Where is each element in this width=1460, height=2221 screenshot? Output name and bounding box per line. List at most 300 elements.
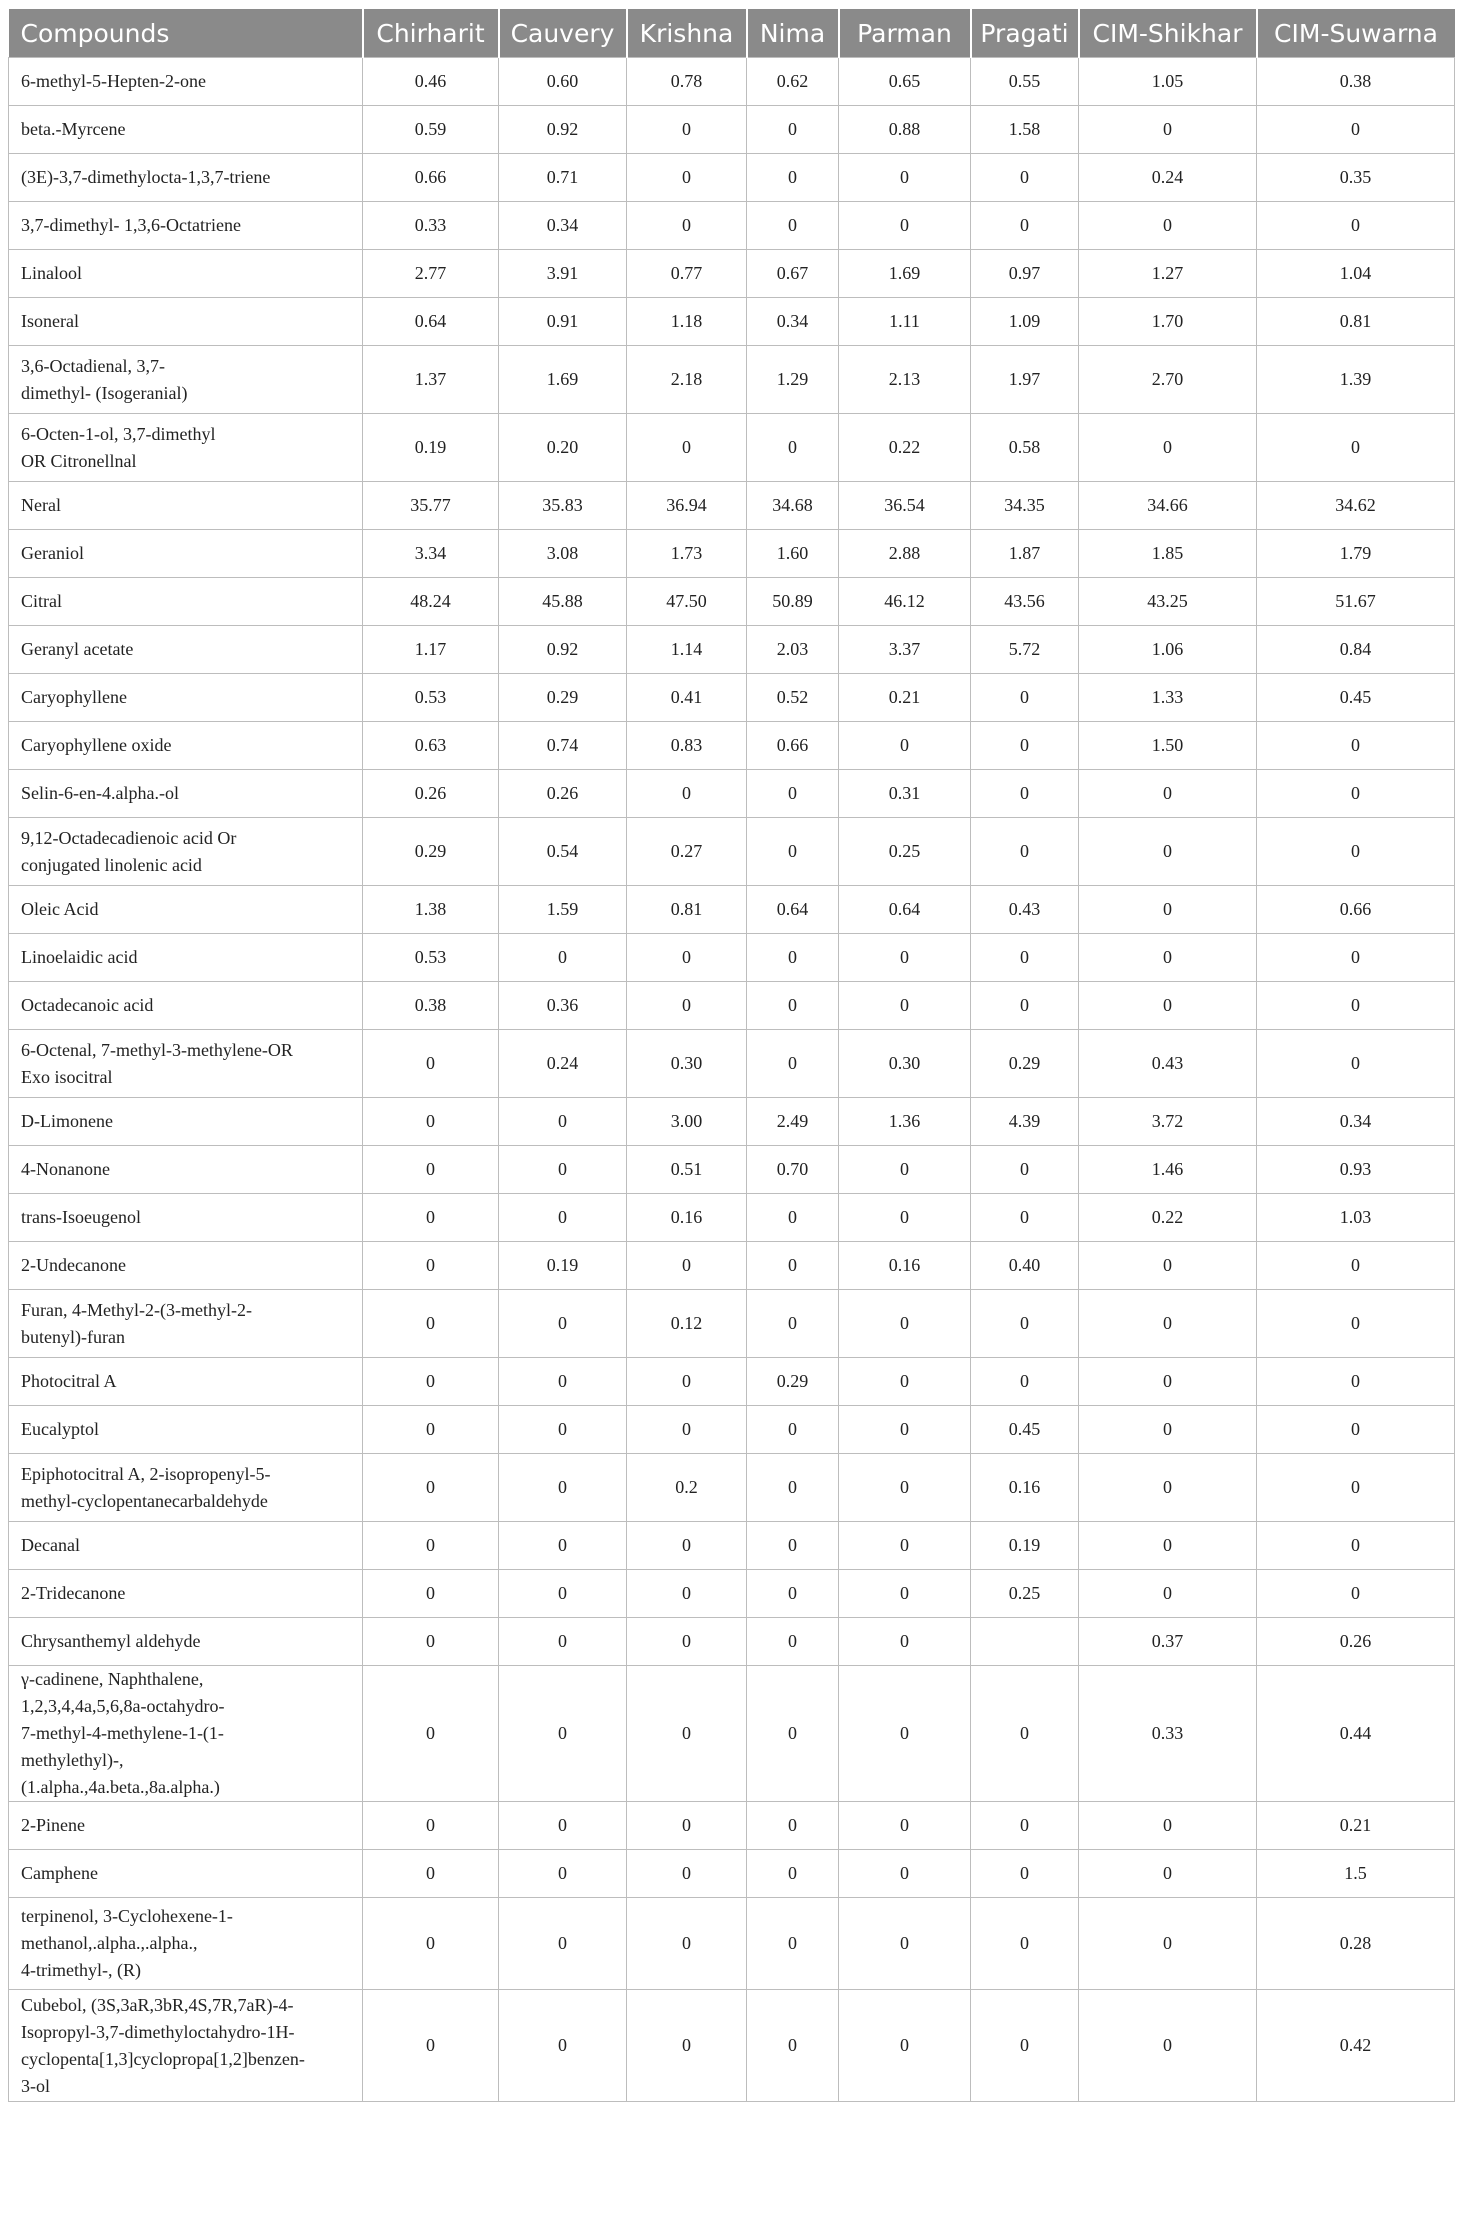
- value-cell: 0: [363, 1098, 499, 1146]
- value-cell: 0: [627, 982, 747, 1030]
- value-cell: 0.66: [363, 154, 499, 202]
- value-cell: 0: [1257, 982, 1455, 1030]
- compound-name-cell: 2-Undecanone: [9, 1242, 363, 1290]
- value-cell: 1.11: [839, 298, 971, 346]
- value-cell: 0: [363, 1522, 499, 1570]
- value-cell: 0.46: [363, 58, 499, 106]
- value-cell: 0: [1257, 1242, 1455, 1290]
- compound-name-cell: Selin-6-en-4.alpha.-ol: [9, 770, 363, 818]
- table-row: [9, 1666, 1455, 1802]
- value-cell: 0: [1079, 1990, 1257, 2102]
- value-cell: 0: [499, 1570, 627, 1618]
- value-cell: 0.29: [747, 1358, 839, 1406]
- value-cell: 0: [627, 202, 747, 250]
- value-cell: 2.88: [839, 530, 971, 578]
- value-cell: 0.33: [1079, 1666, 1257, 1802]
- value-cell: 0.21: [839, 674, 971, 722]
- value-cell: 0.81: [1257, 298, 1455, 346]
- value-cell: 0.66: [747, 722, 839, 770]
- compound-name-cell: Chrysanthemyl aldehyde: [9, 1618, 363, 1666]
- value-cell: 35.77: [363, 482, 499, 530]
- value-cell: 0.59: [363, 106, 499, 154]
- table-row: [9, 626, 1455, 674]
- value-cell: 0.28: [1257, 1898, 1455, 1990]
- value-cell: 0.84: [1257, 626, 1455, 674]
- compound-name-cell: Isoneral: [9, 298, 363, 346]
- compound-name-cell: Caryophyllene: [9, 674, 363, 722]
- value-cell: 0: [1079, 1358, 1257, 1406]
- column-header-variety: Parman: [839, 9, 971, 58]
- value-cell: 0: [499, 934, 627, 982]
- value-cell: 0.63: [363, 722, 499, 770]
- table-row: [9, 886, 1455, 934]
- value-cell: 0: [1257, 1454, 1455, 1522]
- value-cell: 0: [1257, 1570, 1455, 1618]
- value-cell: 0.29: [971, 1030, 1079, 1098]
- value-cell: 0.41: [627, 674, 747, 722]
- table-row: [9, 1850, 1455, 1898]
- value-cell: 0.19: [971, 1522, 1079, 1570]
- value-cell: 0.24: [1079, 154, 1257, 202]
- value-cell: 0.81: [627, 886, 747, 934]
- value-cell: 0: [499, 1990, 627, 2102]
- value-cell: 2.18: [627, 346, 747, 414]
- value-cell: 0: [627, 770, 747, 818]
- value-cell: 0: [839, 1850, 971, 1898]
- compound-name-cell: 6-Octen-1-ol, 3,7-dimethyl OR Citronellnal: [9, 414, 363, 482]
- table-row: [9, 58, 1455, 106]
- value-cell: 5.72: [971, 626, 1079, 674]
- value-cell: 0.43: [1079, 1030, 1257, 1098]
- value-cell: 0.34: [1257, 1098, 1455, 1146]
- value-cell: 0.21: [1257, 1802, 1455, 1850]
- value-cell: 0: [1079, 1522, 1257, 1570]
- value-cell: 0: [747, 1850, 839, 1898]
- value-cell: 0: [1079, 1570, 1257, 1618]
- value-cell: 0: [627, 1666, 747, 1802]
- value-cell: 0: [499, 1666, 627, 1802]
- value-cell: 0: [627, 1570, 747, 1618]
- value-cell: 0: [499, 1290, 627, 1358]
- value-cell: 0: [1079, 1850, 1257, 1898]
- value-cell: 0: [971, 202, 1079, 250]
- value-cell: 36.54: [839, 482, 971, 530]
- table-row: [9, 346, 1455, 414]
- compound-name-cell: D-Limonene: [9, 1098, 363, 1146]
- value-cell: 0: [1079, 1290, 1257, 1358]
- value-cell: 0: [499, 1850, 627, 1898]
- value-cell: 1.69: [499, 346, 627, 414]
- value-cell: 1.18: [627, 298, 747, 346]
- value-cell: 0: [971, 154, 1079, 202]
- compound-name-cell: Camphene: [9, 1850, 363, 1898]
- compound-name-cell: Decanal: [9, 1522, 363, 1570]
- value-cell: 1.29: [747, 346, 839, 414]
- value-cell: 0: [1257, 1358, 1455, 1406]
- value-cell: 0: [1079, 1242, 1257, 1290]
- value-cell: 1.03: [1257, 1194, 1455, 1242]
- value-cell: 46.12: [839, 578, 971, 626]
- value-cell: 0: [747, 818, 839, 886]
- value-cell: 0: [1079, 770, 1257, 818]
- value-cell: 34.66: [1079, 482, 1257, 530]
- value-cell: 0: [1079, 1454, 1257, 1522]
- value-cell: 47.50: [627, 578, 747, 626]
- value-cell: 0: [1257, 414, 1455, 482]
- value-cell: 1.70: [1079, 298, 1257, 346]
- value-cell: 0: [1079, 1802, 1257, 1850]
- value-cell: 0: [363, 1290, 499, 1358]
- value-cell: 0: [839, 1666, 971, 1802]
- compound-name-cell: Neral: [9, 482, 363, 530]
- compound-name-cell: trans-Isoeugenol: [9, 1194, 363, 1242]
- value-cell: 0: [747, 1194, 839, 1242]
- value-cell: 0: [1079, 1898, 1257, 1990]
- value-cell: 0: [839, 1358, 971, 1406]
- value-cell: 0: [747, 154, 839, 202]
- value-cell: 0: [627, 1522, 747, 1570]
- value-cell: 1.87: [971, 530, 1079, 578]
- value-cell: 43.25: [1079, 578, 1257, 626]
- table-row: [9, 1802, 1455, 1850]
- table-row: [9, 1570, 1455, 1618]
- table-row: [9, 818, 1455, 886]
- value-cell: 0.20: [499, 414, 627, 482]
- value-cell: 3.91: [499, 250, 627, 298]
- value-cell: 0: [627, 1358, 747, 1406]
- value-cell: 0: [839, 1406, 971, 1454]
- value-cell: 3.34: [363, 530, 499, 578]
- table-row: [9, 414, 1455, 482]
- value-cell: 43.56: [971, 578, 1079, 626]
- value-cell: 0.83: [627, 722, 747, 770]
- value-cell: 0: [627, 1802, 747, 1850]
- value-cell: 0: [747, 1990, 839, 2102]
- compound-name-cell: 9,12-Octadecadienoic acid Or conjugated linolenic acid: [9, 818, 363, 886]
- value-cell: 0: [971, 1290, 1079, 1358]
- value-cell: 0: [747, 770, 839, 818]
- value-cell: [971, 1618, 1079, 1666]
- value-cell: 0: [971, 1990, 1079, 2102]
- value-cell: 1.69: [839, 250, 971, 298]
- value-cell: 0: [747, 202, 839, 250]
- table-row: [9, 1454, 1455, 1522]
- compound-name-cell: beta.-Myrcene: [9, 106, 363, 154]
- value-cell: 0: [627, 1990, 747, 2102]
- value-cell: 0.25: [971, 1570, 1079, 1618]
- value-cell: 0.38: [363, 982, 499, 1030]
- compound-name-cell: 3,6-Octadienal, 3,7- dimethyl- (Isogeranial): [9, 346, 363, 414]
- value-cell: 1.46: [1079, 1146, 1257, 1194]
- value-cell: 0.97: [971, 250, 1079, 298]
- value-cell: 0: [499, 1522, 627, 1570]
- value-cell: 0: [499, 1898, 627, 1990]
- value-cell: 0: [499, 1802, 627, 1850]
- compound-name-cell: Eucalyptol: [9, 1406, 363, 1454]
- value-cell: 0: [499, 1098, 627, 1146]
- column-header-variety: Pragati: [971, 9, 1079, 58]
- value-cell: 0: [627, 414, 747, 482]
- value-cell: 0: [839, 1194, 971, 1242]
- value-cell: 0: [747, 1290, 839, 1358]
- table-row: [9, 202, 1455, 250]
- column-header-variety: Nima: [747, 9, 839, 58]
- value-cell: 0: [363, 1030, 499, 1098]
- value-cell: 0: [839, 154, 971, 202]
- value-cell: 0: [1257, 1406, 1455, 1454]
- value-cell: 0: [1257, 934, 1455, 982]
- value-cell: 0.19: [499, 1242, 627, 1290]
- value-cell: 0: [839, 982, 971, 1030]
- value-cell: 0: [747, 934, 839, 982]
- value-cell: 48.24: [363, 578, 499, 626]
- value-cell: 1.14: [627, 626, 747, 674]
- value-cell: 0.38: [1257, 58, 1455, 106]
- value-cell: 0.51: [627, 1146, 747, 1194]
- value-cell: 0.62: [747, 58, 839, 106]
- value-cell: 0: [747, 1570, 839, 1618]
- value-cell: 0: [971, 674, 1079, 722]
- value-cell: 0: [971, 770, 1079, 818]
- value-cell: 0.33: [363, 202, 499, 250]
- value-cell: 0.58: [971, 414, 1079, 482]
- compound-name-cell: Linalool: [9, 250, 363, 298]
- value-cell: 45.88: [499, 578, 627, 626]
- value-cell: 0: [747, 1898, 839, 1990]
- column-header-variety: Cauvery: [499, 9, 627, 58]
- value-cell: 34.68: [747, 482, 839, 530]
- value-cell: 0: [971, 1898, 1079, 1990]
- value-cell: 0: [839, 1570, 971, 1618]
- table-row: [9, 482, 1455, 530]
- value-cell: 1.58: [971, 106, 1079, 154]
- table-row: [9, 1522, 1455, 1570]
- value-cell: 2.49: [747, 1098, 839, 1146]
- value-cell: 0.37: [1079, 1618, 1257, 1666]
- value-cell: 0: [839, 1990, 971, 2102]
- value-cell: 0.34: [747, 298, 839, 346]
- value-cell: 0: [627, 934, 747, 982]
- value-cell: 0.78: [627, 58, 747, 106]
- value-cell: 0: [971, 1850, 1079, 1898]
- value-cell: 0: [971, 1666, 1079, 1802]
- value-cell: 0: [363, 1194, 499, 1242]
- value-cell: 0.64: [363, 298, 499, 346]
- value-cell: 0: [1257, 1522, 1455, 1570]
- value-cell: 0: [971, 818, 1079, 886]
- value-cell: 0.53: [363, 934, 499, 982]
- value-cell: 0.22: [839, 414, 971, 482]
- compound-name-cell: Caryophyllene oxide: [9, 722, 363, 770]
- value-cell: 1.59: [499, 886, 627, 934]
- value-cell: 0: [499, 1454, 627, 1522]
- table-row: [9, 1990, 1455, 2102]
- value-cell: 0.27: [627, 818, 747, 886]
- table-row: [9, 982, 1455, 1030]
- value-cell: 0: [971, 934, 1079, 982]
- compound-name-cell: Cubebol, (3S,3aR,3bR,4S,7R,7aR)-4- Isopropyl-3,7-dimethyloctahydro-1H- cyclopenta[1,3]cyclopropa[1,2]benzen- 3-ol: [9, 1990, 363, 2102]
- table-row: [9, 1146, 1455, 1194]
- value-cell: 0.92: [499, 626, 627, 674]
- value-cell: 0: [971, 1802, 1079, 1850]
- table-row: [9, 722, 1455, 770]
- value-cell: 0: [363, 1990, 499, 2102]
- value-cell: 0: [839, 1802, 971, 1850]
- compound-name-cell: 4-Nonanone: [9, 1146, 363, 1194]
- value-cell: 0: [971, 1358, 1079, 1406]
- value-cell: 0: [839, 1454, 971, 1522]
- value-cell: 1.50: [1079, 722, 1257, 770]
- value-cell: 51.67: [1257, 578, 1455, 626]
- value-cell: 0.52: [747, 674, 839, 722]
- value-cell: 0.29: [363, 818, 499, 886]
- value-cell: 0: [1257, 1290, 1455, 1358]
- compound-name-cell: 6-methyl-5-Hepten-2-one: [9, 58, 363, 106]
- value-cell: 0: [363, 1406, 499, 1454]
- table-row: [9, 154, 1455, 202]
- value-cell: 1.04: [1257, 250, 1455, 298]
- value-cell: 0.45: [971, 1406, 1079, 1454]
- value-cell: 0: [1079, 106, 1257, 154]
- value-cell: 0.54: [499, 818, 627, 886]
- value-cell: 0: [499, 1146, 627, 1194]
- value-cell: 0.30: [627, 1030, 747, 1098]
- compound-name-cell: 6-Octenal, 7-methyl-3-methylene-OR Exo isocitral: [9, 1030, 363, 1098]
- value-cell: 0: [627, 154, 747, 202]
- header-row: [9, 9, 1455, 58]
- value-cell: 0: [747, 1454, 839, 1522]
- table-row: [9, 1030, 1455, 1098]
- value-cell: 0.70: [747, 1146, 839, 1194]
- column-header-variety: Chirharit: [363, 9, 499, 58]
- value-cell: 0.88: [839, 106, 971, 154]
- value-cell: 1.05: [1079, 58, 1257, 106]
- value-cell: 0: [499, 1406, 627, 1454]
- value-cell: 34.62: [1257, 482, 1455, 530]
- value-cell: 0: [363, 1242, 499, 1290]
- value-cell: 0: [1257, 722, 1455, 770]
- column-header-variety: CIM-Shikhar: [1079, 9, 1257, 58]
- value-cell: 0.65: [839, 58, 971, 106]
- value-cell: 0: [839, 1146, 971, 1194]
- value-cell: 1.33: [1079, 674, 1257, 722]
- value-cell: 0: [747, 1522, 839, 1570]
- compound-name-cell: Geranyl acetate: [9, 626, 363, 674]
- compound-name-cell: Linoelaidic acid: [9, 934, 363, 982]
- compound-name-cell: γ-cadinene, Naphthalene, 1,2,3,4,4a,5,6,8a-octahydro- 7-methyl-4-methylene-1-(1- methylethyl)-, (1.alpha.,4a.beta.,8a.alpha.): [9, 1666, 363, 1802]
- table-row: [9, 106, 1455, 154]
- value-cell: 0.43: [971, 886, 1079, 934]
- value-cell: 0: [747, 1618, 839, 1666]
- table-row: [9, 1406, 1455, 1454]
- value-cell: 1.17: [363, 626, 499, 674]
- compound-name-cell: Oleic Acid: [9, 886, 363, 934]
- value-cell: 0.26: [499, 770, 627, 818]
- value-cell: 1.97: [971, 346, 1079, 414]
- value-cell: 0: [747, 1802, 839, 1850]
- value-cell: 0.30: [839, 1030, 971, 1098]
- value-cell: 0.36: [499, 982, 627, 1030]
- compound-name-cell: 2-Pinene: [9, 1802, 363, 1850]
- value-cell: 0: [499, 1618, 627, 1666]
- value-cell: 0: [1257, 1030, 1455, 1098]
- value-cell: 0: [839, 1290, 971, 1358]
- value-cell: 0.40: [971, 1242, 1079, 1290]
- value-cell: 0.29: [499, 674, 627, 722]
- value-cell: 0: [839, 1522, 971, 1570]
- compound-table-container: [8, 9, 1454, 2102]
- value-cell: 0: [1079, 886, 1257, 934]
- value-cell: 0: [363, 1802, 499, 1850]
- value-cell: 0.35: [1257, 154, 1455, 202]
- compound-table: [8, 9, 1455, 2102]
- value-cell: 0: [499, 1194, 627, 1242]
- value-cell: 0: [627, 1850, 747, 1898]
- column-header-compounds: Compounds: [9, 9, 363, 58]
- column-header-variety: Krishna: [627, 9, 747, 58]
- value-cell: 0.60: [499, 58, 627, 106]
- value-cell: 0.22: [1079, 1194, 1257, 1242]
- table-row: [9, 934, 1455, 982]
- value-cell: 0.66: [1257, 886, 1455, 934]
- value-cell: 0: [747, 1030, 839, 1098]
- value-cell: 2.77: [363, 250, 499, 298]
- compound-name-cell: 3,7-dimethyl- 1,3,6-Octatriene: [9, 202, 363, 250]
- value-cell: 0: [363, 1146, 499, 1194]
- value-cell: 0: [1079, 818, 1257, 886]
- value-cell: 0: [1079, 934, 1257, 982]
- value-cell: 1.85: [1079, 530, 1257, 578]
- value-cell: 0: [1257, 818, 1455, 886]
- value-cell: 0: [627, 1898, 747, 1990]
- value-cell: 0: [1079, 202, 1257, 250]
- table-row: [9, 578, 1455, 626]
- table-row: [9, 250, 1455, 298]
- value-cell: 0.16: [627, 1194, 747, 1242]
- value-cell: 0: [747, 1406, 839, 1454]
- value-cell: 4.39: [971, 1098, 1079, 1146]
- value-cell: 0: [363, 1666, 499, 1802]
- value-cell: 0: [839, 202, 971, 250]
- value-cell: 0: [499, 1358, 627, 1406]
- value-cell: 0.44: [1257, 1666, 1455, 1802]
- table-row: [9, 1618, 1455, 1666]
- value-cell: 1.06: [1079, 626, 1257, 674]
- value-cell: 1.5: [1257, 1850, 1455, 1898]
- value-cell: 0.24: [499, 1030, 627, 1098]
- compound-name-cell: 2-Tridecanone: [9, 1570, 363, 1618]
- value-cell: 50.89: [747, 578, 839, 626]
- table-row: [9, 298, 1455, 346]
- value-cell: 0.16: [839, 1242, 971, 1290]
- value-cell: 0: [363, 1898, 499, 1990]
- table-row: [9, 530, 1455, 578]
- value-cell: 36.94: [627, 482, 747, 530]
- value-cell: 0.74: [499, 722, 627, 770]
- value-cell: 0: [1257, 202, 1455, 250]
- value-cell: 0: [1079, 414, 1257, 482]
- value-cell: 2.13: [839, 346, 971, 414]
- value-cell: 0: [627, 1406, 747, 1454]
- value-cell: 1.36: [839, 1098, 971, 1146]
- table-row: [9, 1358, 1455, 1406]
- value-cell: 0: [363, 1570, 499, 1618]
- value-cell: 3.72: [1079, 1098, 1257, 1146]
- value-cell: 3.08: [499, 530, 627, 578]
- compound-name-cell: Photocitral A: [9, 1358, 363, 1406]
- compound-name-cell: Epiphotocitral A, 2-isopropenyl-5- methyl-cyclopentanecarbaldehyde: [9, 1454, 363, 1522]
- value-cell: 0.16: [971, 1454, 1079, 1522]
